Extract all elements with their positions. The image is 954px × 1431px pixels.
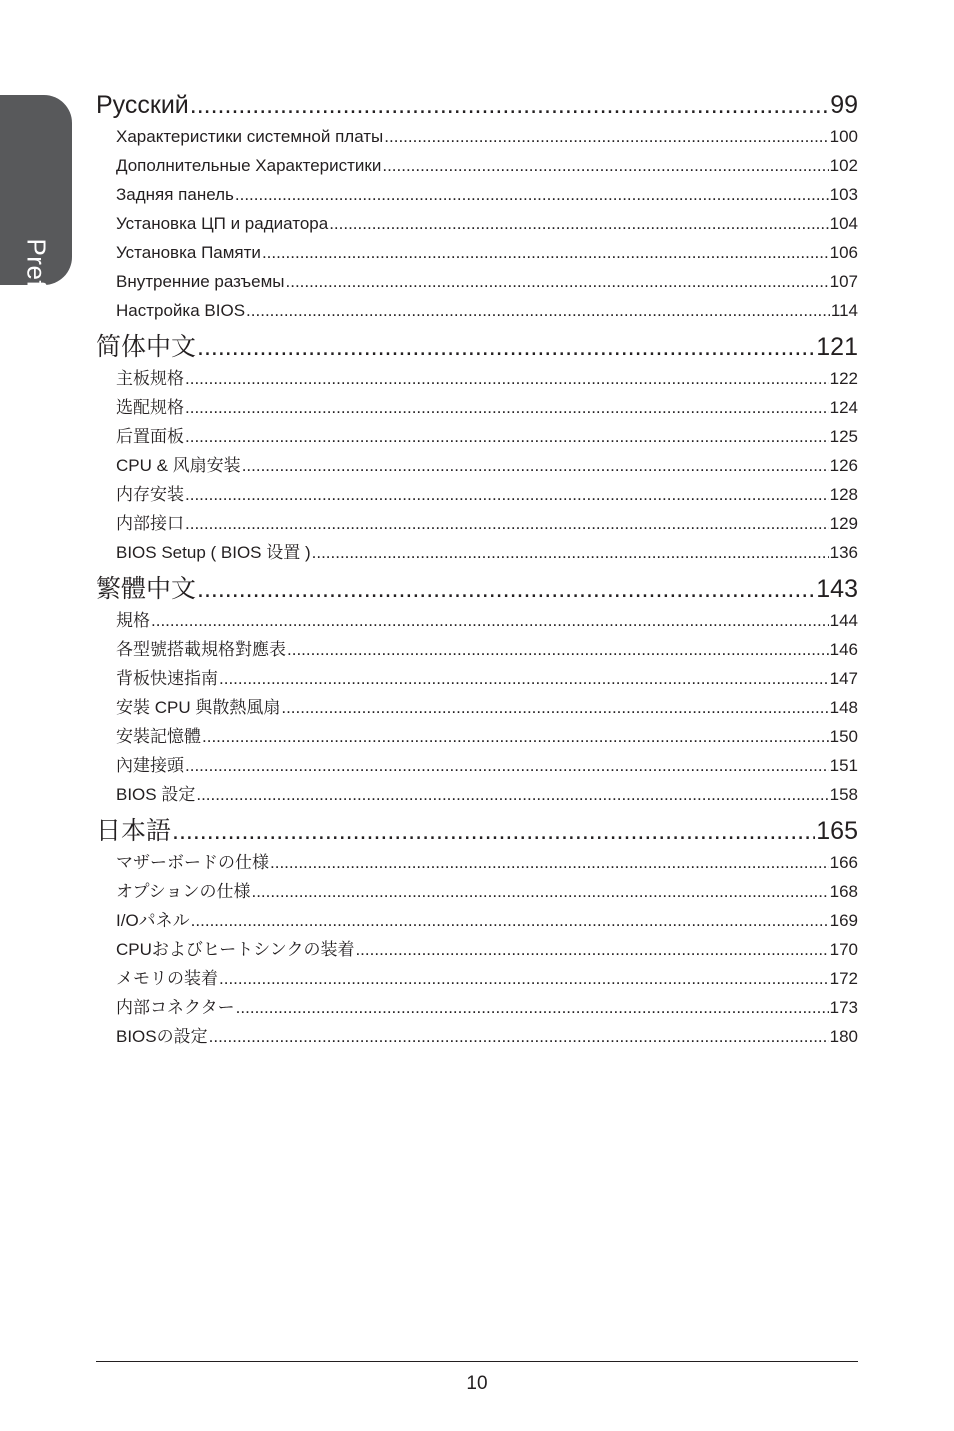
entry-page-number: 106	[829, 243, 858, 262]
dot-leader	[196, 780, 828, 809]
entry-page-number: 166	[829, 853, 858, 872]
footer-rule	[96, 1361, 858, 1362]
entry-page-number: 180	[829, 1027, 858, 1046]
dot-leader	[185, 751, 829, 780]
toc-section-simplified-chinese	[96, 330, 858, 567]
dot-leader	[246, 296, 830, 325]
entry-label: メモリの装着	[116, 969, 218, 988]
dot-leader	[235, 180, 829, 209]
section-title: 简体中文	[96, 333, 197, 361]
entry-page-number: 173	[829, 998, 858, 1017]
dot-leader	[197, 572, 815, 606]
toc-section-japanese	[96, 814, 858, 1051]
toc-entry[interactable]	[116, 296, 858, 325]
dot-leader	[329, 209, 828, 238]
toc-entry[interactable]	[116, 635, 858, 664]
entry-label: 内部接口	[116, 514, 184, 533]
toc-entry[interactable]	[116, 122, 858, 151]
toc-entry[interactable]	[116, 393, 858, 422]
toc-entry[interactable]	[116, 364, 858, 393]
entry-label: Внутренние разъемы	[116, 272, 285, 291]
entry-label: 内部コネクター	[116, 998, 235, 1017]
toc-entry[interactable]	[116, 877, 858, 906]
entry-label: 主板规格	[116, 369, 184, 388]
dot-leader	[251, 877, 828, 906]
entry-page-number: 148	[829, 698, 858, 717]
dot-leader	[151, 606, 829, 635]
dot-leader	[355, 935, 828, 964]
dot-leader	[185, 509, 829, 538]
dot-leader	[384, 122, 828, 151]
toc-entry[interactable]	[116, 209, 858, 238]
entry-label: 内存安装	[116, 485, 184, 504]
entry-label: Установка ЦП и радиатора	[116, 214, 329, 233]
entry-page-number: 100	[829, 127, 858, 146]
entry-label: 背板快速指南	[116, 669, 218, 688]
entry-page-number: 107	[829, 272, 858, 291]
toc-section-russian	[96, 88, 858, 325]
dot-leader	[219, 964, 829, 993]
entry-page-number: 170	[829, 940, 858, 959]
entry-label: BIOS 設定	[116, 785, 196, 804]
toc-entry[interactable]	[116, 180, 858, 209]
entry-page-number: 126	[829, 456, 858, 475]
table-of-contents	[96, 88, 858, 1056]
dot-leader	[312, 538, 829, 567]
dot-leader	[172, 814, 815, 848]
dot-leader	[197, 330, 815, 364]
entry-label: I/Oパネル	[116, 911, 190, 930]
section-page-number: 99	[830, 91, 858, 119]
toc-entry[interactable]	[116, 480, 858, 509]
toc-section-traditional-chinese	[96, 572, 858, 809]
entry-page-number: 125	[829, 427, 858, 446]
entry-label: 內建接頭	[116, 756, 184, 775]
section-title: 日本語	[96, 817, 172, 845]
entry-label: Дополнительные Характеристики	[116, 156, 382, 175]
section-heading[interactable]	[96, 330, 858, 364]
entry-label: CPUおよびヒートシンクの装着	[116, 940, 355, 959]
entry-label: 各型號搭載規格對應表	[116, 640, 286, 659]
toc-entry[interactable]	[116, 238, 858, 267]
entry-page-number: 144	[829, 611, 858, 630]
dot-leader	[202, 722, 829, 751]
entry-page-number: 146	[829, 640, 858, 659]
section-title: Русский	[96, 91, 189, 119]
entry-page-number: 169	[829, 911, 858, 930]
dot-leader	[185, 422, 829, 451]
toc-entry[interactable]	[116, 848, 858, 877]
dot-leader	[262, 238, 829, 267]
entry-label: Задняя панель	[116, 185, 234, 204]
toc-entry[interactable]	[116, 538, 858, 567]
section-page-number: 165	[816, 817, 858, 845]
section-heading[interactable]	[96, 814, 858, 848]
toc-entry[interactable]	[116, 451, 858, 480]
toc-entry[interactable]	[116, 151, 858, 180]
section-title: 繁體中文	[96, 575, 197, 603]
entry-page-number: 147	[829, 669, 858, 688]
entry-label: 規格	[116, 611, 150, 630]
toc-entry[interactable]	[116, 935, 858, 964]
entry-page-number: 150	[829, 727, 858, 746]
dot-leader	[185, 393, 829, 422]
toc-entry[interactable]	[116, 751, 858, 780]
toc-entry[interactable]	[116, 780, 858, 809]
section-page-number: 143	[816, 575, 858, 603]
entry-label: 安裝記憶體	[116, 727, 201, 746]
entry-page-number: 128	[829, 485, 858, 504]
dot-leader	[190, 88, 829, 122]
toc-entry[interactable]	[116, 664, 858, 693]
section-heading[interactable]	[96, 88, 858, 122]
entry-page-number: 158	[829, 785, 858, 804]
dot-leader	[209, 1022, 829, 1051]
entry-label: Характеристики системной платы	[116, 127, 384, 146]
entry-page-number: 104	[829, 214, 858, 233]
entry-page-number: 102	[829, 156, 858, 175]
toc-entry[interactable]	[116, 906, 858, 935]
entry-page-number: 172	[829, 969, 858, 988]
toc-entry[interactable]	[116, 509, 858, 538]
dot-leader	[191, 906, 829, 935]
dot-leader	[242, 451, 829, 480]
section-page-number: 121	[816, 333, 858, 361]
toc-entry[interactable]	[116, 964, 858, 993]
toc-entry[interactable]	[116, 267, 858, 296]
dot-leader	[281, 693, 828, 722]
entry-page-number: 129	[829, 514, 858, 533]
entry-label: 安裝 CPU 與散熱風扇	[116, 698, 281, 717]
section-heading[interactable]	[96, 572, 858, 606]
dot-leader	[382, 151, 828, 180]
entry-label: マザーボードの仕様	[116, 853, 269, 872]
toc-entry[interactable]	[116, 993, 858, 1022]
toc-entry[interactable]	[116, 693, 858, 722]
dot-leader	[270, 848, 829, 877]
entry-page-number: 122	[829, 369, 858, 388]
entry-page-number: 103	[829, 185, 858, 204]
entry-label: オプションの仕様	[116, 882, 251, 901]
entry-label: BIOSの設定	[116, 1027, 208, 1046]
entry-page-number: 168	[829, 882, 858, 901]
entry-label: 选配规格	[116, 398, 184, 417]
dot-leader	[287, 635, 829, 664]
entry-page-number: 114	[830, 301, 858, 320]
dot-leader	[219, 664, 829, 693]
side-tab	[0, 95, 72, 332]
dot-leader	[185, 480, 829, 509]
dot-leader	[236, 993, 829, 1022]
toc-entry[interactable]	[116, 422, 858, 451]
toc-entry[interactable]	[116, 606, 858, 635]
entry-page-number: 151	[829, 756, 858, 775]
entry-page-number: 136	[829, 543, 858, 562]
toc-entry[interactable]	[116, 722, 858, 751]
entry-label: BIOS Setup ( BIOS 设置 )	[116, 543, 311, 562]
entry-page-number: 124	[829, 398, 858, 417]
side-tab-label: Preface	[21, 238, 52, 332]
entry-label: Настройка BIOS	[116, 301, 246, 320]
dot-leader	[185, 364, 829, 393]
entry-label: 后置面板	[116, 427, 184, 446]
dot-leader	[286, 267, 829, 296]
entry-label: CPU & 风扇安装	[116, 456, 241, 475]
page-number: 10	[466, 1373, 488, 1394]
toc-entry[interactable]	[116, 1022, 858, 1051]
entry-label: Установка Памяти	[116, 243, 261, 262]
